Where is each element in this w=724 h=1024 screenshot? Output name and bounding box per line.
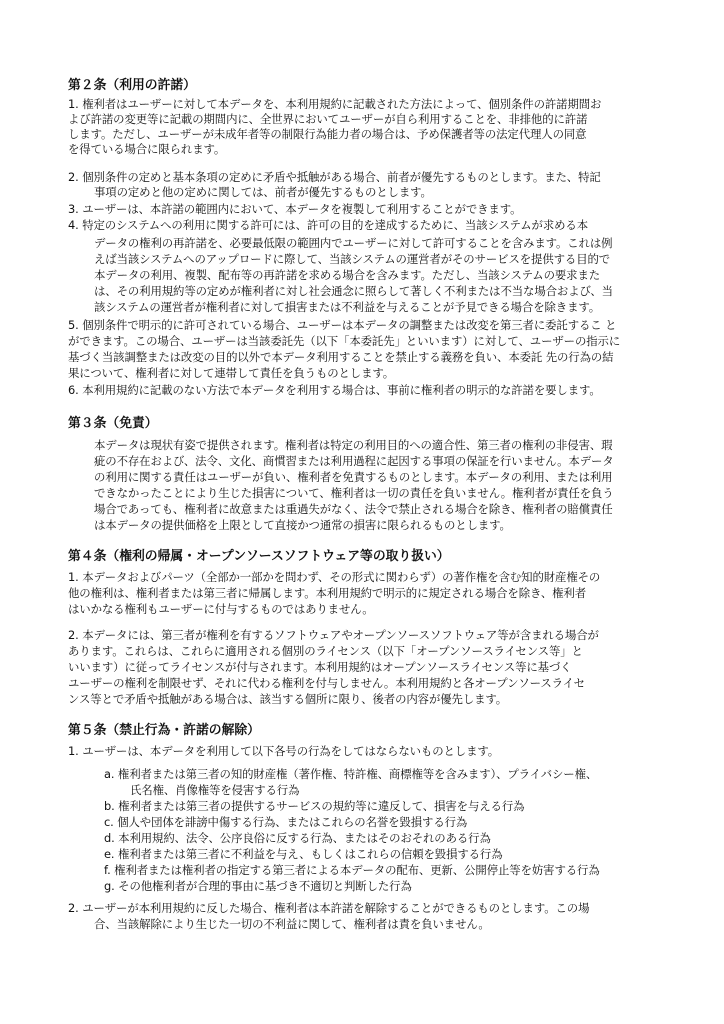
article-3-line: 本データは現状有姿で提供されます。権利者は特定の利用目的への適合性、第三者の権利の非侵害、瑕: [94, 438, 613, 452]
article-4-heading: 第４条（権利の帰属・オープンソースソフトウェア等の取り扱い）: [68, 549, 450, 564]
article-3-line: できなかったことにより生じた損害について、権利者は一切の責任を負いません。権利者が責任を負う: [94, 486, 614, 500]
article-2-para-5-line: ができます。この場合、ユーザーは当該委託先（以下「本委託先」といいます）に対して、ユーザーの指示に: [68, 334, 621, 348]
article-2-para-5-line: 果について、権利者に対して連帯して責任を負うものとします。: [68, 366, 395, 380]
article-3-line: の利用に関する責任はユーザーが負い、権利者を免責するものとします。本データの利用、または利用: [94, 470, 613, 484]
article-3-heading: 第３条（免責）: [68, 416, 158, 431]
article-3-line: 疵の不存在および、法令、文化、商慣習または利用過程に起因する事項の保証を行いません。本データ: [94, 454, 614, 468]
article-4-para-1-line: はいかなる権利もユーザーに付与するものではありません。: [68, 602, 374, 616]
article-4-para-2-line: いいます）に従ってライセンスが付与されます。本利用規約はオープンソースライセンス等に基づく: [68, 660, 572, 674]
prohibited-item: g. その他権利者が合理的事由に基づき不適切と判断した行為: [104, 879, 412, 893]
article-4-para-2-line: ユーザーの権利を制限せず、それに代わる権利を付与しません。本利用規約と各オープンソースライセ: [68, 676, 585, 690]
article-2-para-3: 3. ユーザーは、本許諾の範囲内において、本データを複製して利用することができます。: [68, 202, 522, 216]
prohibited-item: b. 権利者または第三者の提供するサービスの規約等に違反して、損害を与える行為: [104, 799, 525, 813]
prohibited-item: e. 権利者または第三者に不利益を与え、もしくはこれらの信頼を毀損する行為: [104, 847, 503, 861]
article-5-para-1: 1. ユーザーは、本データを利用して以下各号の行為をしてはならないものとします。: [68, 744, 500, 758]
article-2-para-4-line: は、その利用規約等の定めが権利者に対し社会通念に照らして著しく不利または不当な場合および、当: [94, 284, 613, 298]
article-4-para-2-line: あります。これらは、これらに適用される個別のライセンス（以下「オープンソースライセンス等」と: [68, 644, 583, 658]
article-2-para-1-line: を得ている場合に限られます。: [68, 142, 226, 156]
article-2-para-1-line: 1. 権利者はユーザーに対して本データを、本利用規約に記載された方法によって、個別条件の許諾期間お: [68, 97, 602, 111]
article-2-para-5-line: 5. 個別条件で明示的に許可されている場合、ユーザーは本データの調整または改変を第三者に委託するこ と: [68, 318, 617, 332]
article-4-para-2-line: ンス等とで矛盾や抵触がある場合は、該当する個所に限り、後者の内容が優先します。: [68, 692, 508, 706]
article-2-para-4-line: えば当該システムへのアップロードに際して、当該システムの運営者がそのサービスを提供する目的で: [94, 252, 611, 266]
article-2-para-1-line: よび許諾の変更等に記載の期間内に、全世界においてユーザーが自ら利用することを、非排他的に許諾: [68, 112, 588, 126]
article-2-para-4-line: 本データの利用、複製、配布等の再許諾を求める場合を含みます。ただし、当該システムの要求また: [94, 268, 601, 282]
prohibited-item: 氏名権、肖像権等を侵害する行為: [130, 783, 300, 797]
article-2-para-2-line: 事項の定めと他の定めに関しては、前者が優先するものとします。: [94, 185, 432, 199]
article-4-para-1-line: 他の権利は、権利者または第三者に帰属します。本利用規約で明示的に規定される場合を除き、権利者: [68, 586, 587, 600]
article-2-para-5-line: 基づく当該調整または改変の目的以外で本データ利用することを禁止する義務を負い、本委託 先の行為の結: [68, 350, 614, 364]
article-3-line: 場合であっても、権利者に故意または重過失がなく、法令で禁止される場合を除き、権利者の賠償責任: [94, 502, 613, 516]
article-5-para-2-line: 合、当該解除により生じた一切の不利益に関して、権利者は責を負いません。: [94, 917, 490, 931]
article-5-para-2-line: 2. ユーザーが本利用規約に反した場合、権利者は本許諾を解除することができるものとします。この場: [68, 901, 590, 915]
article-2-heading: 第２条（利用の許諾）: [68, 78, 196, 93]
article-2-para-4-line: 4. 特定のシステムへの利用に関する許可には、許可の目的を達成するために、当該システムが求める本: [68, 218, 588, 232]
prohibited-item: d. 本利用規約、法令、公序良俗に反する行為、またはそのおそれのある行為: [104, 831, 491, 845]
article-4-para-2-line: 2. 本データには、第三者が権利を有するソフトウェアやオープンソースソフトウェア等が含まれる場合が: [68, 628, 599, 642]
article-3-line: は本データの提供価格を上限として直接かつ通常の損害に限られるものとします。: [94, 518, 511, 532]
article-2-para-4-line: 該システムの運営者が権利者に対して損害または不利益を与えることが予見できる場合を除きます。: [94, 300, 601, 314]
article-5-heading: 第５条（禁止行為・許諾の解除）: [68, 723, 260, 738]
article-2-para-4-line: データの権利の再許諾を、必要最低限の範囲内でユーザーに対して許可することを含みます。これは例: [94, 236, 613, 250]
prohibited-item: f. 権利者または権利者の指定する第三者による本データの配布、更新、公開停止等を妨害する行為: [104, 863, 600, 877]
article-2-para-6: 6. 本利用規約に記載のない方法で本データを利用する場合は、事前に権利者の明示的な許諾を要します。: [68, 383, 601, 397]
prohibited-item: a. 権利者または第三者の知的財産権（著作権、特許権、商標権等を含みます）、プライバシー権、: [104, 767, 598, 781]
prohibited-item: c. 個人や団体を誹謗中傷する行為、またはこれらの名誉を毀損する行為: [104, 815, 468, 829]
article-2-para-1-line: します。ただし、ユーザーが未成年者等の制限行為能力者の場合は、予め保護者等の法定代理人の同意: [68, 127, 587, 141]
article-2-para-2-line: 2. 個別条件の定めと基本条項の定めに矛盾や抵触がある場合、前者が優先するものとします。また、特記: [68, 170, 601, 184]
article-4-para-1-line: 1. 本データおよびパーツ（全部か一部かを問わず、その形式に関わらず）の著作権を含む知的財産権その: [68, 570, 601, 584]
